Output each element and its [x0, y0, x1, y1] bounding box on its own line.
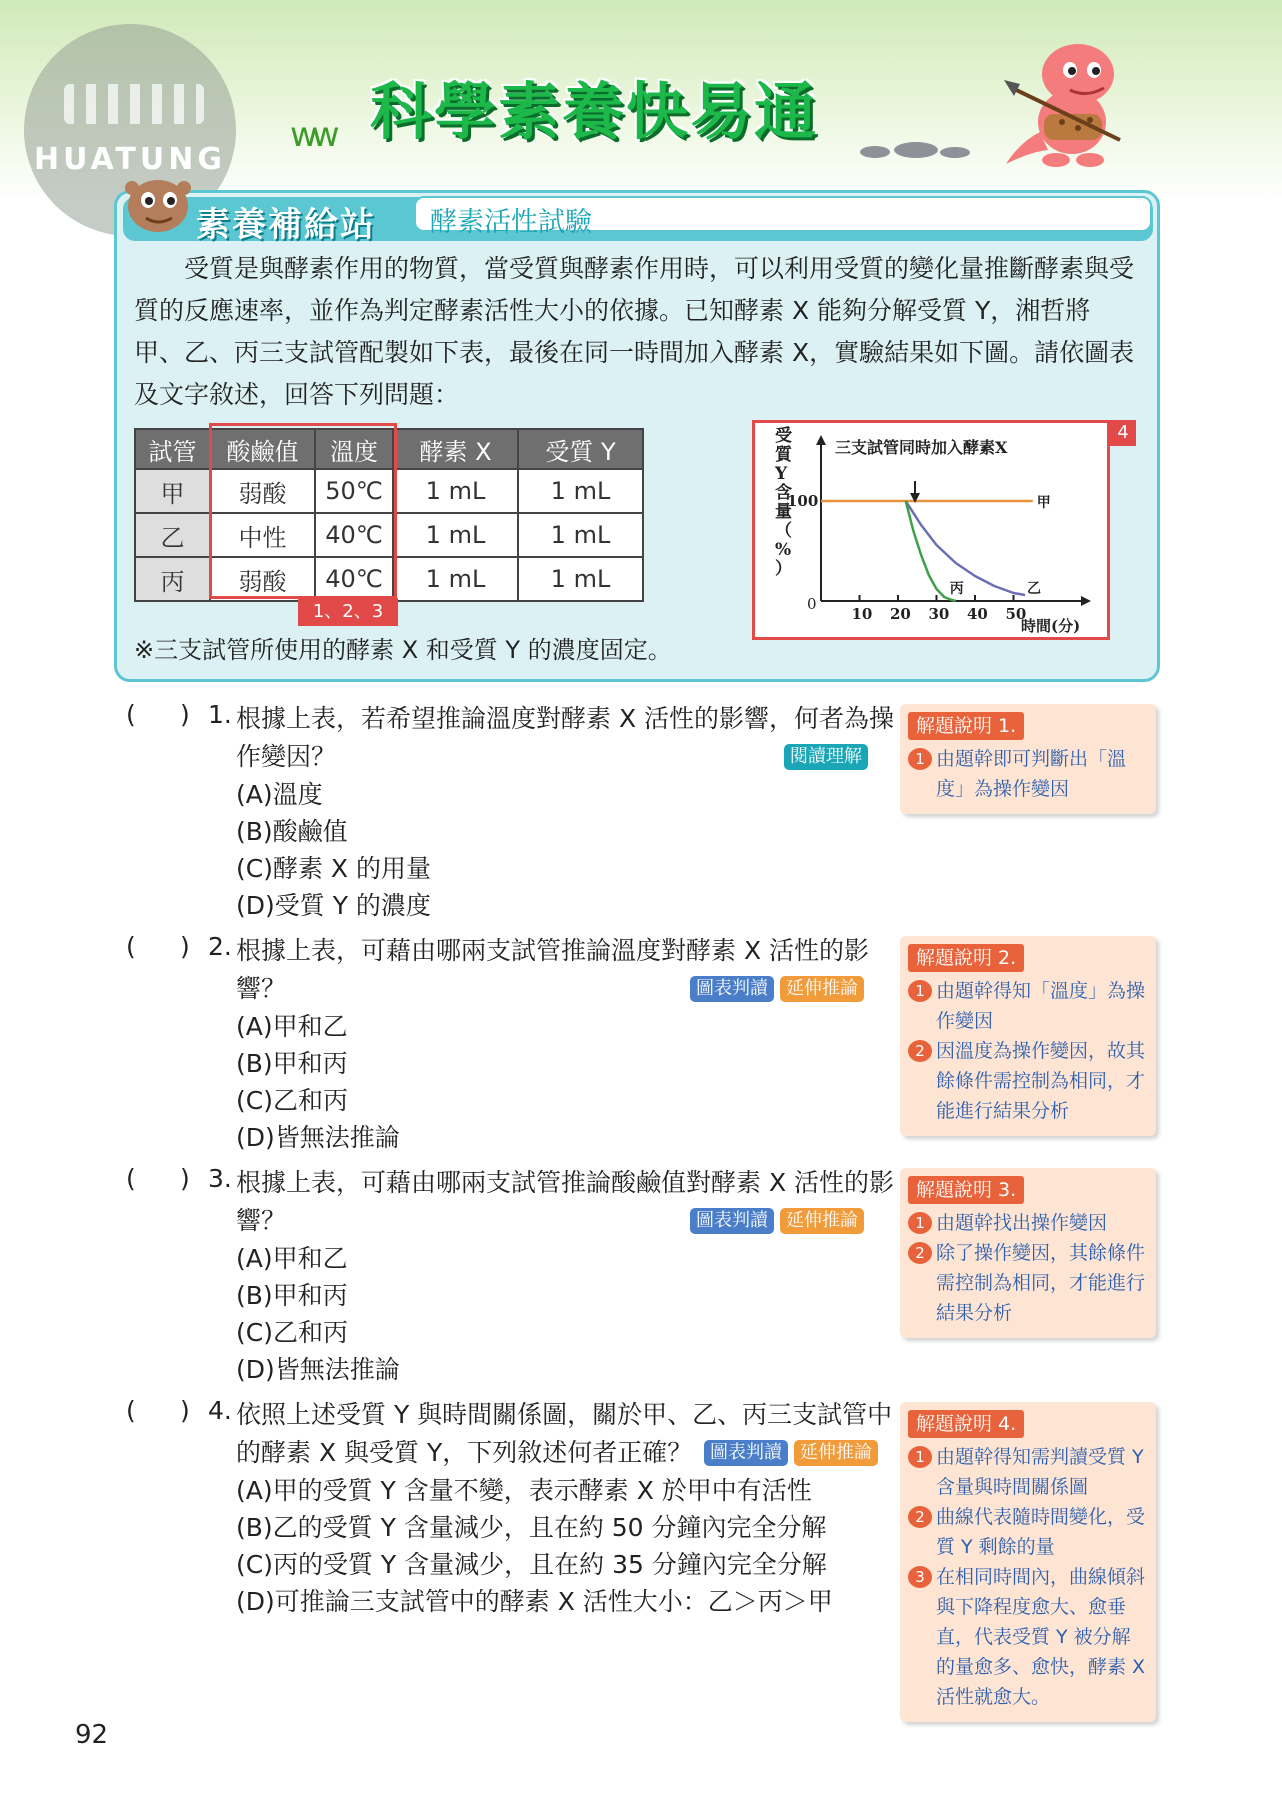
table-cell: 乙 — [135, 513, 210, 557]
options-list — [236, 1240, 400, 1388]
question-stem: 依照上述受質 Y 與時間關係圖，關於甲、乙、丙三支試管中的酵素 X 與受質 Y，下列敘述何者正確？ — [236, 1400, 893, 1467]
x-tick-label: 40 — [967, 605, 988, 623]
table-cell: 甲 — [135, 469, 210, 513]
y-axis-label-char: ） — [775, 559, 792, 579]
table-question-ref: 1、2、3 — [298, 598, 398, 626]
dinosaur-mascot-icon — [1000, 32, 1130, 172]
question-number: 1. — [208, 700, 232, 729]
step-text: 由題幹即可判斷出「溫度」為操作變因 — [936, 748, 1127, 800]
substrate-time-chart — [755, 423, 1107, 637]
topic-label: 酵素活性試驗 — [430, 207, 592, 238]
series-label-甲: 甲 — [1036, 495, 1051, 511]
x-tick-label: 50 — [1005, 605, 1027, 623]
series-line-乙 — [906, 501, 1025, 595]
page-title: 科學素養快易通 — [370, 75, 819, 148]
step-text: 在相同時間內，曲線傾斜與下降程度愈大、愈垂直，代表受質 Y 被分解的量愈多、愈快，酵素 X 活性就愈大。 — [936, 1566, 1146, 1708]
explanation-item — [908, 1036, 1148, 1126]
y-axis-label-char: 受 — [775, 426, 792, 446]
step-text: 除了操作變因，其餘條件需控制為相同，才能進行結果分析 — [936, 1242, 1146, 1324]
table-cell: 1 mL — [393, 469, 518, 513]
option-a[interactable]: (A)甲和乙 — [236, 1244, 348, 1273]
series-group — [821, 495, 1051, 601]
step-number: 1 — [908, 980, 932, 1002]
explanation-1 — [900, 704, 1156, 814]
grass-icon: ᴡᴡ — [290, 115, 334, 155]
question-number: 3. — [208, 1164, 232, 1193]
skill-tags — [704, 1440, 878, 1466]
explanation-item — [908, 1208, 1148, 1238]
series-label-乙: 乙 — [1027, 581, 1042, 597]
table-cell: 弱酸 — [210, 469, 315, 513]
question-4: ( ) 4. 依照上述受質 Y 與時間關係圖，關於甲、乙、丙三支試管中的酵素 X 與受質 Y，下列敘述何者正確？ 圖表判讀 延伸推論 (A)甲的受質 Y 含量不變，表示酵素 X 於甲中有活性 (B)乙的受質 Y 含量減少，且在約 50 分鐘內完全分解 (C)丙的受質 Y 含量減少，且在約 35 分鐘內完全分解 (D)可推論三支試管中的酵素 X 活性大小：乙＞丙＞甲 — [120, 1396, 880, 1636]
option-b[interactable]: (B)甲和丙 — [236, 1049, 348, 1078]
mascot-icon — [118, 170, 198, 240]
skill-tag: 閱讀理解 — [784, 744, 868, 770]
table-header: 溫度 — [315, 429, 393, 469]
table-header: 酸鹼值 — [210, 429, 315, 469]
options-list — [236, 1008, 400, 1156]
option-c[interactable]: (C)乙和丙 — [236, 1086, 348, 1115]
option-a[interactable]: (A)溫度 — [236, 780, 323, 809]
skill-tags — [784, 744, 868, 770]
option-c[interactable]: (C)丙的受質 Y 含量減少，且在約 35 分鐘內完全分解 — [236, 1550, 827, 1579]
question-number: 2. — [208, 932, 232, 961]
step-number: 1 — [908, 1212, 932, 1234]
option-c[interactable]: (C)乙和丙 — [236, 1318, 348, 1347]
option-b[interactable]: (B)乙的受質 Y 含量減少，且在約 50 分鐘內完全分解 — [236, 1513, 827, 1542]
skill-tags — [690, 976, 864, 1002]
option-d[interactable]: (D)可推論三支試管中的酵素 X 活性大小：乙＞丙＞甲 — [236, 1587, 833, 1616]
x-tick-label: 30 — [928, 605, 950, 623]
question-2: ( ) 2. 根據上表，可藉由哪兩支試管推論溫度對酵素 X 活性的影響？ 圖表判讀 延伸推論 (A)甲和乙 (B)甲和丙 (C)乙和丙 (D)皆無法推論 — [120, 932, 880, 1162]
option-a[interactable]: (A)甲的受質 Y 含量不變，表示酵素 X 於甲中有活性 — [236, 1476, 812, 1505]
step-text: 曲線代表隨時間變化，受質 Y 剩餘的量 — [936, 1506, 1146, 1558]
table-header: 試管 — [135, 429, 210, 469]
y-axis-label-char: 質 — [775, 445, 792, 465]
skill-tag: 延伸推論 — [780, 976, 864, 1002]
option-d[interactable]: (D)皆無法推論 — [236, 1355, 400, 1384]
x-tick-group — [852, 595, 1027, 623]
table-note: ※三支試管所使用的酵素 X 和受質 Y 的濃度固定。 — [134, 636, 672, 664]
y-axis-label-char: （ — [775, 521, 792, 541]
origin-label: 0 — [807, 595, 817, 613]
graph-box — [752, 420, 1110, 640]
explanation-item — [908, 1502, 1148, 1562]
table-cell: 1 mL — [518, 469, 643, 513]
table-cell: 1 mL — [393, 557, 518, 601]
intro-text: 受質是與酵素作用的物質，當受質與酵素作用時，可以利用受質的變化量推斷酵素與受質的反應速率，並作為判定酵素活性大小的依據。已知酵素 X 能夠分解受質 Y，湘哲將甲、乙、丙三支試管配製如下表，最後在同一時間加入酵素 X，實驗結果如下圖。請依圖表及文字敘述，回答下列問題： — [134, 254, 1135, 409]
table-cell: 50℃ — [315, 469, 393, 513]
watermark-stripes — [64, 84, 204, 124]
question-stem: 根據上表，可藉由哪兩支試管推論酸鹼值對酵素 X 活性的影響？ — [236, 1168, 895, 1235]
table-cell: 1 mL — [518, 557, 643, 601]
table-cell: 中性 — [210, 513, 315, 557]
explanation-4 — [900, 1402, 1156, 1722]
option-b[interactable]: (B)甲和丙 — [236, 1281, 348, 1310]
section-badge: 素養補給站 — [196, 205, 376, 245]
step-number: 2 — [908, 1242, 932, 1264]
question-stem: 根據上表，若希望推論溫度對酵素 X 活性的影響，何者為操作變因？ — [236, 704, 895, 771]
explanation-title: 解題說明 3. — [908, 1176, 1024, 1204]
y-tick-label: 100 — [787, 492, 819, 510]
x-tick-label: 20 — [890, 605, 911, 623]
table-cell: 弱酸 — [210, 557, 315, 601]
options-list — [236, 776, 431, 924]
explanation-item — [908, 744, 1148, 804]
page-number: 92 — [75, 1720, 109, 1750]
step-number: 1 — [908, 1446, 932, 1468]
y-axis-label-char: 含 — [775, 483, 792, 503]
skill-tag: 延伸推論 — [780, 1208, 864, 1234]
question-stem: 根據上表，可藉由哪兩支試管推論溫度對酵素 X 活性的影響？ — [236, 936, 870, 1003]
graph-question-ref: 4 — [1110, 420, 1136, 446]
skill-tag: 圖表判讀 — [690, 976, 774, 1002]
explanation-item — [908, 1562, 1148, 1712]
explanation-item — [908, 976, 1148, 1036]
table-header: 酵素 X — [393, 429, 518, 469]
step-number: 1 — [908, 748, 932, 770]
question-number: 4. — [208, 1396, 232, 1425]
table-cell: 1 mL — [393, 513, 518, 557]
question-1: ( ) 1. 根據上表，若希望推論溫度對酵素 X 活性的影響，何者為操作變因？ 閱讀理解 (A)溫度 (B)酸鹼值 (C)酵素 X 的用量 (D)受質 Y 的濃度 — [120, 700, 880, 930]
x-axis-arrow-icon — [1081, 596, 1091, 606]
y-axis-label-char: 量 — [775, 502, 792, 522]
option-b[interactable]: (B)酸鹼值 — [236, 817, 348, 846]
option-d[interactable]: (D)受質 Y 的濃度 — [236, 891, 431, 920]
skill-tag: 圖表判讀 — [690, 1208, 774, 1234]
skill-tag: 圖表判讀 — [704, 1440, 788, 1466]
table-cell: 40℃ — [315, 513, 393, 557]
intro-paragraph — [134, 248, 1140, 416]
explanation-item — [908, 1442, 1148, 1502]
explanation-title: 解題說明 2. — [908, 944, 1024, 972]
table-cell: 丙 — [135, 557, 210, 601]
option-a[interactable]: (A)甲和乙 — [236, 1012, 348, 1041]
step-text: 因溫度為操作變因，故其餘條件需控制為相同，才能進行結果分析 — [936, 1040, 1146, 1122]
series-line-丙 — [906, 501, 956, 601]
step-text: 由題幹得知「溫度」為操作變因 — [936, 980, 1146, 1032]
table-cell: 40℃ — [315, 557, 393, 601]
step-text: 由題幹找出操作變因 — [936, 1212, 1108, 1234]
table-header: 受質 Y — [518, 429, 643, 469]
skill-tag: 延伸推論 — [794, 1440, 878, 1466]
table-cell: 1 mL — [518, 513, 643, 557]
watermark-text: HUATUNG — [34, 142, 226, 177]
option-c[interactable]: (C)酵素 X 的用量 — [236, 854, 431, 883]
chart-title: 三支試管同時加入酵素X — [835, 438, 1008, 457]
y-axis-arrow-icon — [816, 435, 826, 445]
step-number: 2 — [908, 1040, 932, 1062]
explanation-item — [908, 1238, 1148, 1328]
question-3: ( ) 3. 根據上表，可藉由哪兩支試管推論酸鹼值對酵素 X 活性的影響？ 圖表判讀 延伸推論 (A)甲和乙 (B)甲和丙 (C)乙和丙 (D)皆無法推論 — [120, 1164, 880, 1394]
step-number: 2 — [908, 1506, 932, 1528]
x-axis-label: 時間(分) — [1021, 617, 1081, 635]
explanation-title: 解題說明 4. — [908, 1410, 1024, 1438]
options-list — [236, 1472, 833, 1620]
stones-icon — [860, 138, 980, 158]
step-number: 3 — [908, 1566, 932, 1588]
explanation-3 — [900, 1168, 1156, 1338]
option-d[interactable]: (D)皆無法推論 — [236, 1123, 400, 1152]
y-axis-label-char: % — [775, 540, 792, 560]
step-text: 由題幹得知需判讀受質 Y 含量與時間關係圖 — [936, 1446, 1144, 1498]
topic-tag — [414, 196, 1152, 238]
x-tick-label: 10 — [851, 605, 873, 623]
explanation-2 — [900, 936, 1156, 1136]
series-label-丙: 丙 — [949, 581, 964, 597]
skill-tags — [690, 1208, 864, 1234]
explanation-title: 解題說明 1. — [908, 712, 1024, 740]
table-highlight-box — [209, 423, 397, 599]
y-axis-label-char: Y — [775, 464, 788, 484]
